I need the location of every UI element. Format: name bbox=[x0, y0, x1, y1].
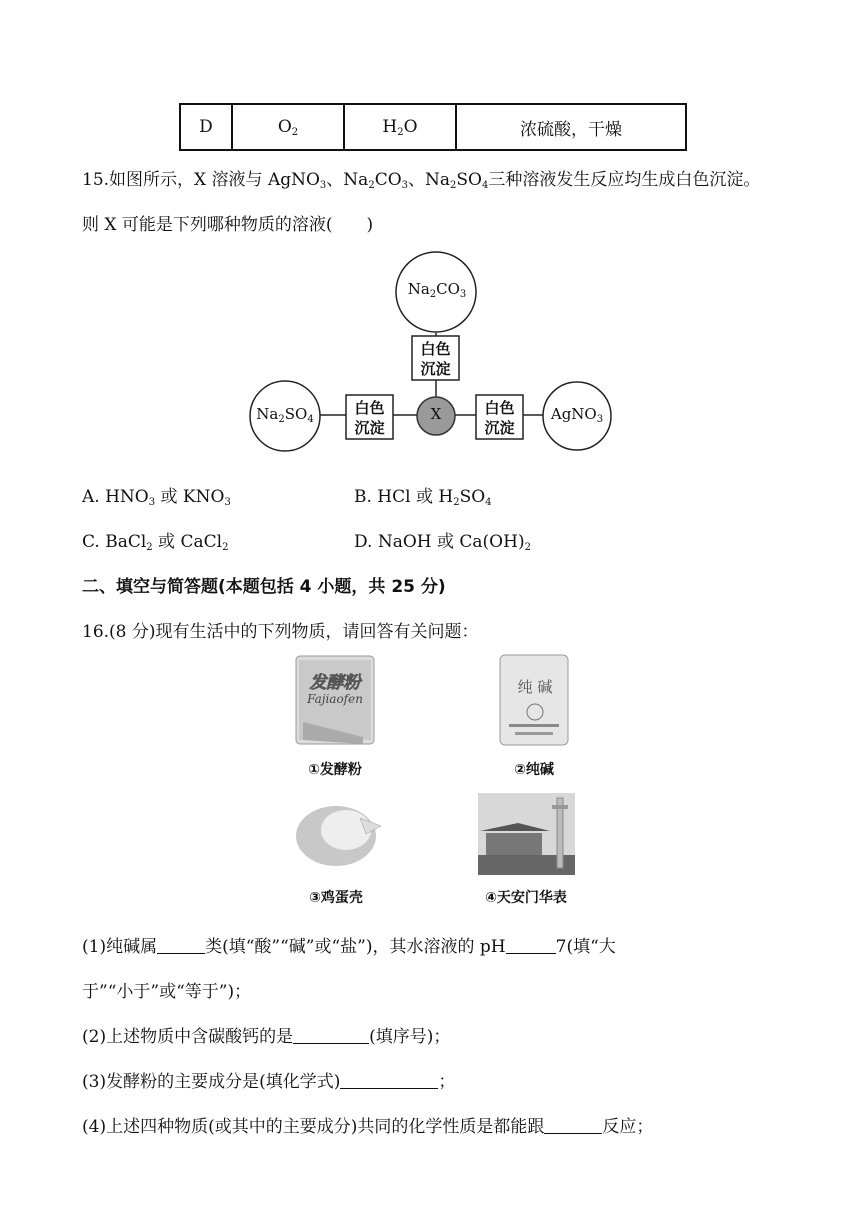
table-cell bbox=[344, 104, 456, 150]
bag1-brand-text: 发酵粉 bbox=[309, 673, 361, 693]
subscript: 4 bbox=[307, 414, 314, 425]
q16-part3 bbox=[82, 1067, 455, 1092]
text: SO bbox=[456, 170, 482, 190]
subscript: 2 bbox=[222, 542, 229, 553]
subscript: 2 bbox=[453, 497, 460, 508]
picture-caption: ③鸡蛋壳 bbox=[309, 890, 363, 906]
label-x: X bbox=[430, 405, 442, 423]
subscript: 2 bbox=[368, 180, 375, 191]
formula: Na bbox=[407, 280, 430, 298]
formula: O bbox=[403, 117, 418, 137]
text: 类(填“酸”“碱”或“盐”)，其水溶液的 pH bbox=[205, 937, 506, 957]
label-na2co3 bbox=[400, 280, 474, 298]
subscript: 2 bbox=[278, 414, 285, 425]
bag2-label-text: 纯 碱 bbox=[517, 678, 553, 696]
label-agno3 bbox=[543, 405, 611, 423]
text: B. HCl 或 H bbox=[354, 487, 454, 507]
text: 、Na bbox=[326, 170, 369, 190]
text: 三种溶液发生反应均生成白色沉淀。 bbox=[488, 170, 761, 190]
text: (3)发酵粉的主要成分是(填化学式) bbox=[82, 1072, 341, 1092]
option-b bbox=[354, 482, 492, 507]
subscript: 2 bbox=[397, 127, 404, 138]
picture-caption: ②纯碱 bbox=[514, 762, 554, 778]
text: 或 KNO bbox=[155, 487, 225, 507]
text: (1)纯碱属 bbox=[82, 937, 158, 957]
text: 沉淀 bbox=[484, 419, 515, 437]
formula: CO bbox=[436, 280, 460, 298]
text: 反应； bbox=[602, 1117, 654, 1137]
text: (4)上述四种物质(或其中的主要成分)共同的化学性质是都能跟 bbox=[82, 1117, 545, 1137]
q16-part2 bbox=[82, 1022, 450, 1047]
text: 、Na bbox=[408, 170, 451, 190]
answer-blank[interactable] bbox=[157, 937, 205, 954]
text: 沉淀 bbox=[354, 419, 385, 437]
formula: SO bbox=[284, 405, 308, 423]
precipitate-label-right bbox=[476, 398, 523, 438]
reagent-table bbox=[179, 103, 687, 151]
section-heading: 二、填空与简答题(本题包括 4 小题，共 25 分) bbox=[82, 577, 446, 597]
answer-blank[interactable] bbox=[544, 1117, 602, 1134]
text: 沉淀 bbox=[420, 360, 451, 378]
label-na2so4 bbox=[250, 405, 320, 423]
text: D. NaOH 或 Ca(OH) bbox=[354, 532, 525, 552]
formula: AgNO bbox=[550, 405, 597, 423]
soda-ash-bag-image bbox=[497, 652, 571, 748]
option-a bbox=[82, 482, 231, 507]
text: C. BaCl bbox=[82, 532, 147, 552]
bag1-sub-text: Fajiaofen bbox=[307, 692, 363, 706]
subscript: 4 bbox=[485, 497, 492, 508]
picture-caption: ①发酵粉 bbox=[308, 762, 362, 778]
text: 白色 bbox=[354, 399, 385, 417]
text: 白色 bbox=[420, 340, 451, 358]
q16-part1-line1 bbox=[82, 932, 616, 957]
q16-intro: 16.(8 分)现有生活中的下列物质，请回答有关问题： bbox=[82, 622, 479, 642]
text: 白色 bbox=[484, 399, 515, 417]
answer-blank[interactable] bbox=[340, 1072, 438, 1089]
option-c bbox=[82, 527, 228, 552]
subscript: 3 bbox=[319, 180, 327, 191]
subscript: 4 bbox=[482, 180, 489, 191]
text: 或 CaCl bbox=[152, 532, 223, 552]
option-d bbox=[354, 527, 531, 552]
q15-stem-line2: 则 X 可能是下列哪种物质的溶液( ) bbox=[82, 215, 374, 235]
table-cell: D bbox=[180, 104, 232, 150]
text: CO bbox=[374, 170, 402, 190]
q16-part4 bbox=[82, 1112, 653, 1137]
formula: Na bbox=[256, 405, 279, 423]
eggshell-image bbox=[286, 796, 386, 872]
subscript: 3 bbox=[459, 289, 467, 300]
precipitate-label-top bbox=[412, 339, 459, 379]
subscript: 3 bbox=[596, 414, 604, 425]
text: (填序号)； bbox=[369, 1027, 451, 1047]
subscript: 2 bbox=[524, 542, 531, 553]
q16-part1-line2: 于”“小于”或“等于”)； bbox=[82, 982, 252, 1002]
subscript: 2 bbox=[429, 289, 437, 300]
table-cell bbox=[232, 104, 344, 150]
q15-stem-line1 bbox=[82, 165, 760, 190]
picture-caption: ④天安门华表 bbox=[485, 890, 567, 906]
subscript: 3 bbox=[401, 180, 409, 191]
subscript: 2 bbox=[291, 127, 299, 138]
subscript: 2 bbox=[146, 542, 153, 553]
text: 7(填“大 bbox=[555, 937, 616, 957]
subscript: 2 bbox=[450, 180, 457, 191]
text: ； bbox=[438, 1072, 456, 1092]
answer-blank[interactable] bbox=[506, 937, 556, 954]
text: A. HNO bbox=[82, 487, 149, 507]
answer-blank[interactable] bbox=[293, 1027, 369, 1044]
text: 15.如图所示，X 溶液与 AgNO bbox=[82, 170, 320, 190]
subscript: 3 bbox=[148, 497, 156, 508]
formula: H bbox=[382, 117, 398, 137]
text: SO bbox=[459, 487, 486, 507]
table-row bbox=[180, 104, 686, 150]
formula: O bbox=[277, 117, 292, 137]
tiananmen-huabiao-image bbox=[478, 793, 575, 875]
subscript: 3 bbox=[224, 497, 231, 508]
precipitate-label-left bbox=[346, 398, 393, 438]
text: (2)上述物质中含碳酸钙的是 bbox=[82, 1027, 294, 1047]
table-cell: 浓硫酸，干燥 bbox=[456, 104, 686, 150]
